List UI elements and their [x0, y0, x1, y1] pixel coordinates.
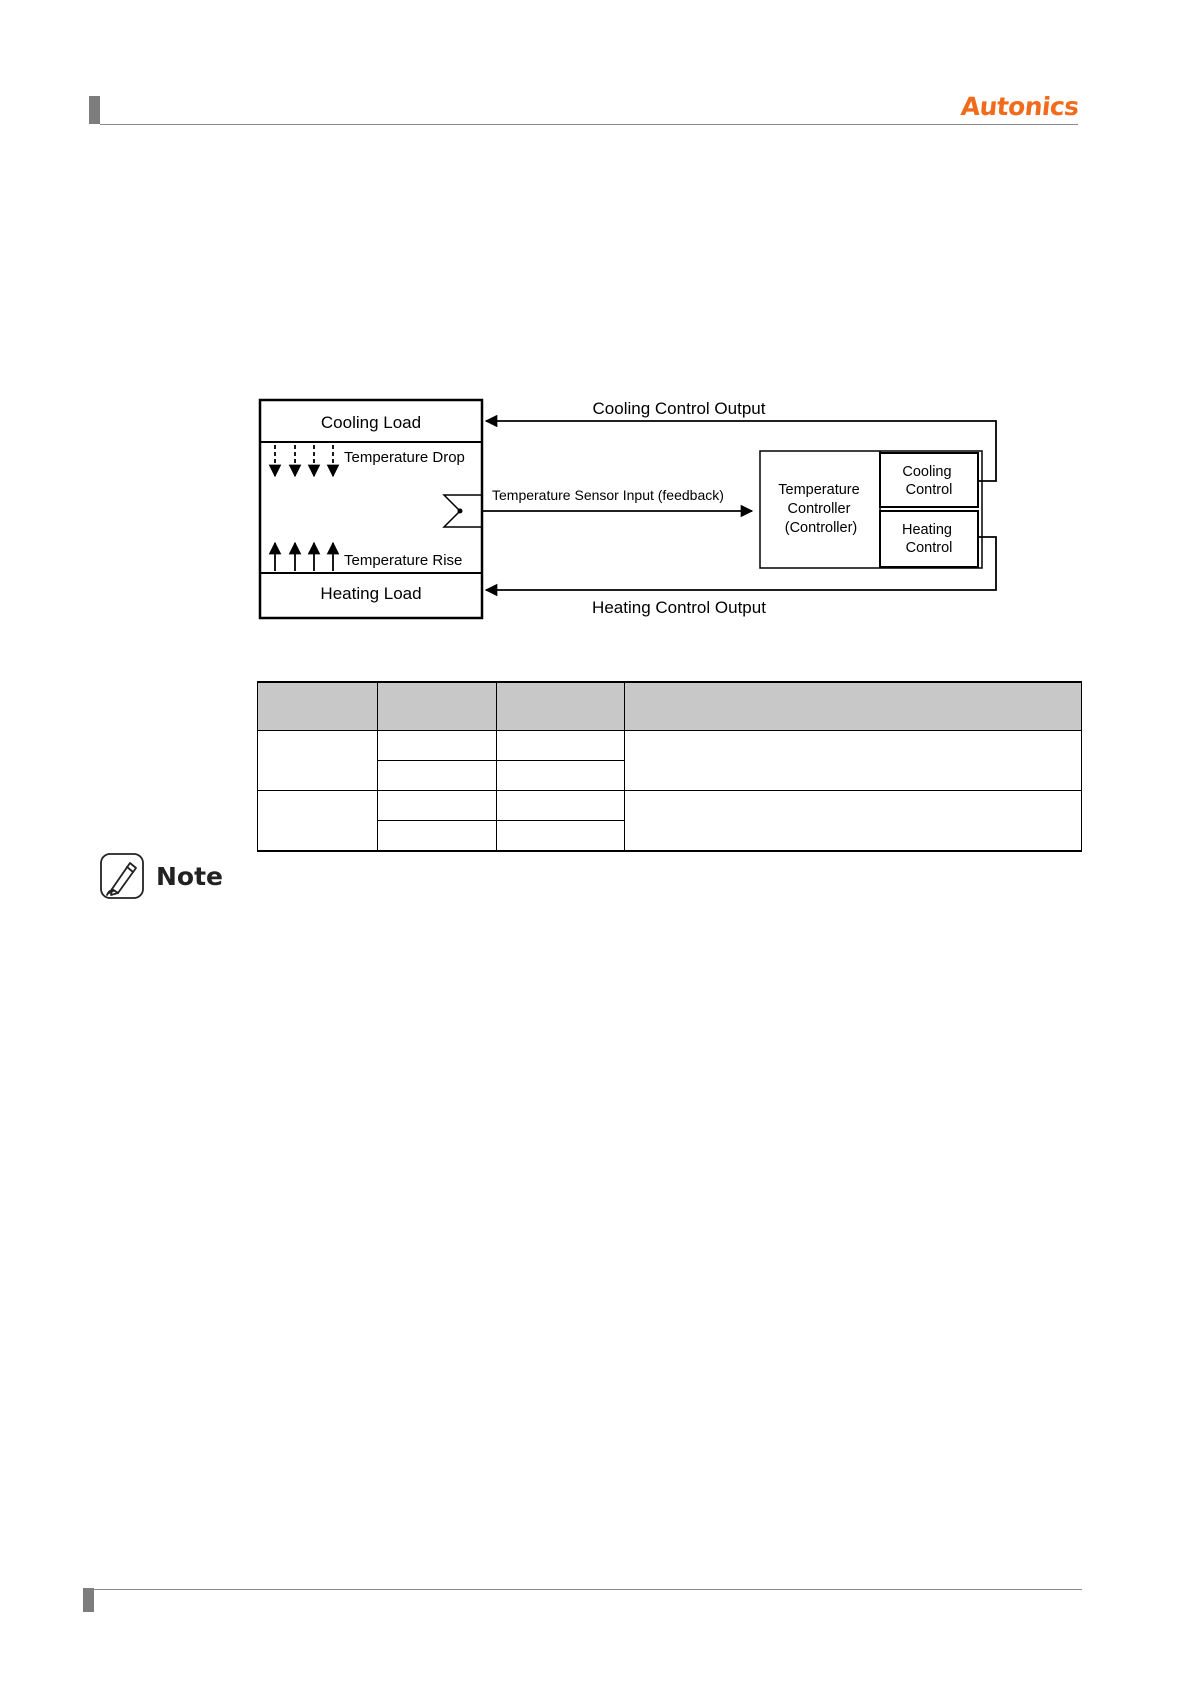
table-header-row	[258, 682, 1082, 731]
controller-label: Temperature Controller (Controller)	[778, 482, 860, 536]
table-cell	[378, 821, 497, 852]
table-cell	[378, 731, 497, 761]
table-header-cell	[258, 682, 378, 731]
table-cell	[497, 821, 625, 852]
table-header-cell	[378, 682, 497, 731]
pencil-note-icon	[98, 851, 146, 901]
table-row	[258, 731, 1082, 761]
footer-marker	[83, 1588, 94, 1612]
cooling-control-label: Cooling Control	[902, 464, 953, 498]
table-cell	[625, 791, 1082, 852]
heating-output-label: Heating Control Output	[592, 598, 766, 617]
brand-logo: Autonics	[959, 92, 1081, 121]
table-cell	[625, 731, 1082, 791]
heating-cooling-control-diagram	[255, 395, 1005, 620]
temperature-rise-arrows	[275, 543, 333, 571]
note-label: Note	[156, 861, 224, 891]
footer-rule	[94, 1589, 1082, 1590]
temperature-rise-label: Temperature Rise	[344, 552, 463, 569]
heating-control-label: Heating Control	[901, 522, 953, 556]
header-marker	[89, 96, 100, 124]
sensor-input-label: Temperature Sensor Input (feedback)	[492, 487, 724, 503]
cooling-control-box	[880, 453, 978, 507]
table-cell	[497, 761, 625, 791]
temperature-drop-label: Temperature Drop	[344, 449, 465, 466]
table-cell	[258, 791, 378, 852]
sensor-point	[458, 509, 463, 514]
cooling-load-label: Cooling Load	[320, 413, 422, 432]
temperature-drop-arrows	[275, 445, 333, 476]
note-heading	[98, 851, 223, 901]
table-header-cell	[497, 682, 625, 731]
sensor-symbol	[444, 495, 482, 527]
cooling-output-label: Cooling Control Output	[592, 399, 766, 418]
table-cell	[497, 731, 625, 761]
output-spec-table	[257, 681, 1082, 852]
heating-control-box	[880, 511, 978, 567]
table-header-cell	[625, 682, 1082, 731]
table-cell	[258, 731, 378, 791]
table-cell	[378, 791, 497, 821]
header-rule	[100, 124, 1078, 125]
heating-load-label: Heating Load	[320, 584, 422, 603]
table-row	[258, 791, 1082, 821]
table-cell	[497, 791, 625, 821]
table-cell	[378, 761, 497, 791]
